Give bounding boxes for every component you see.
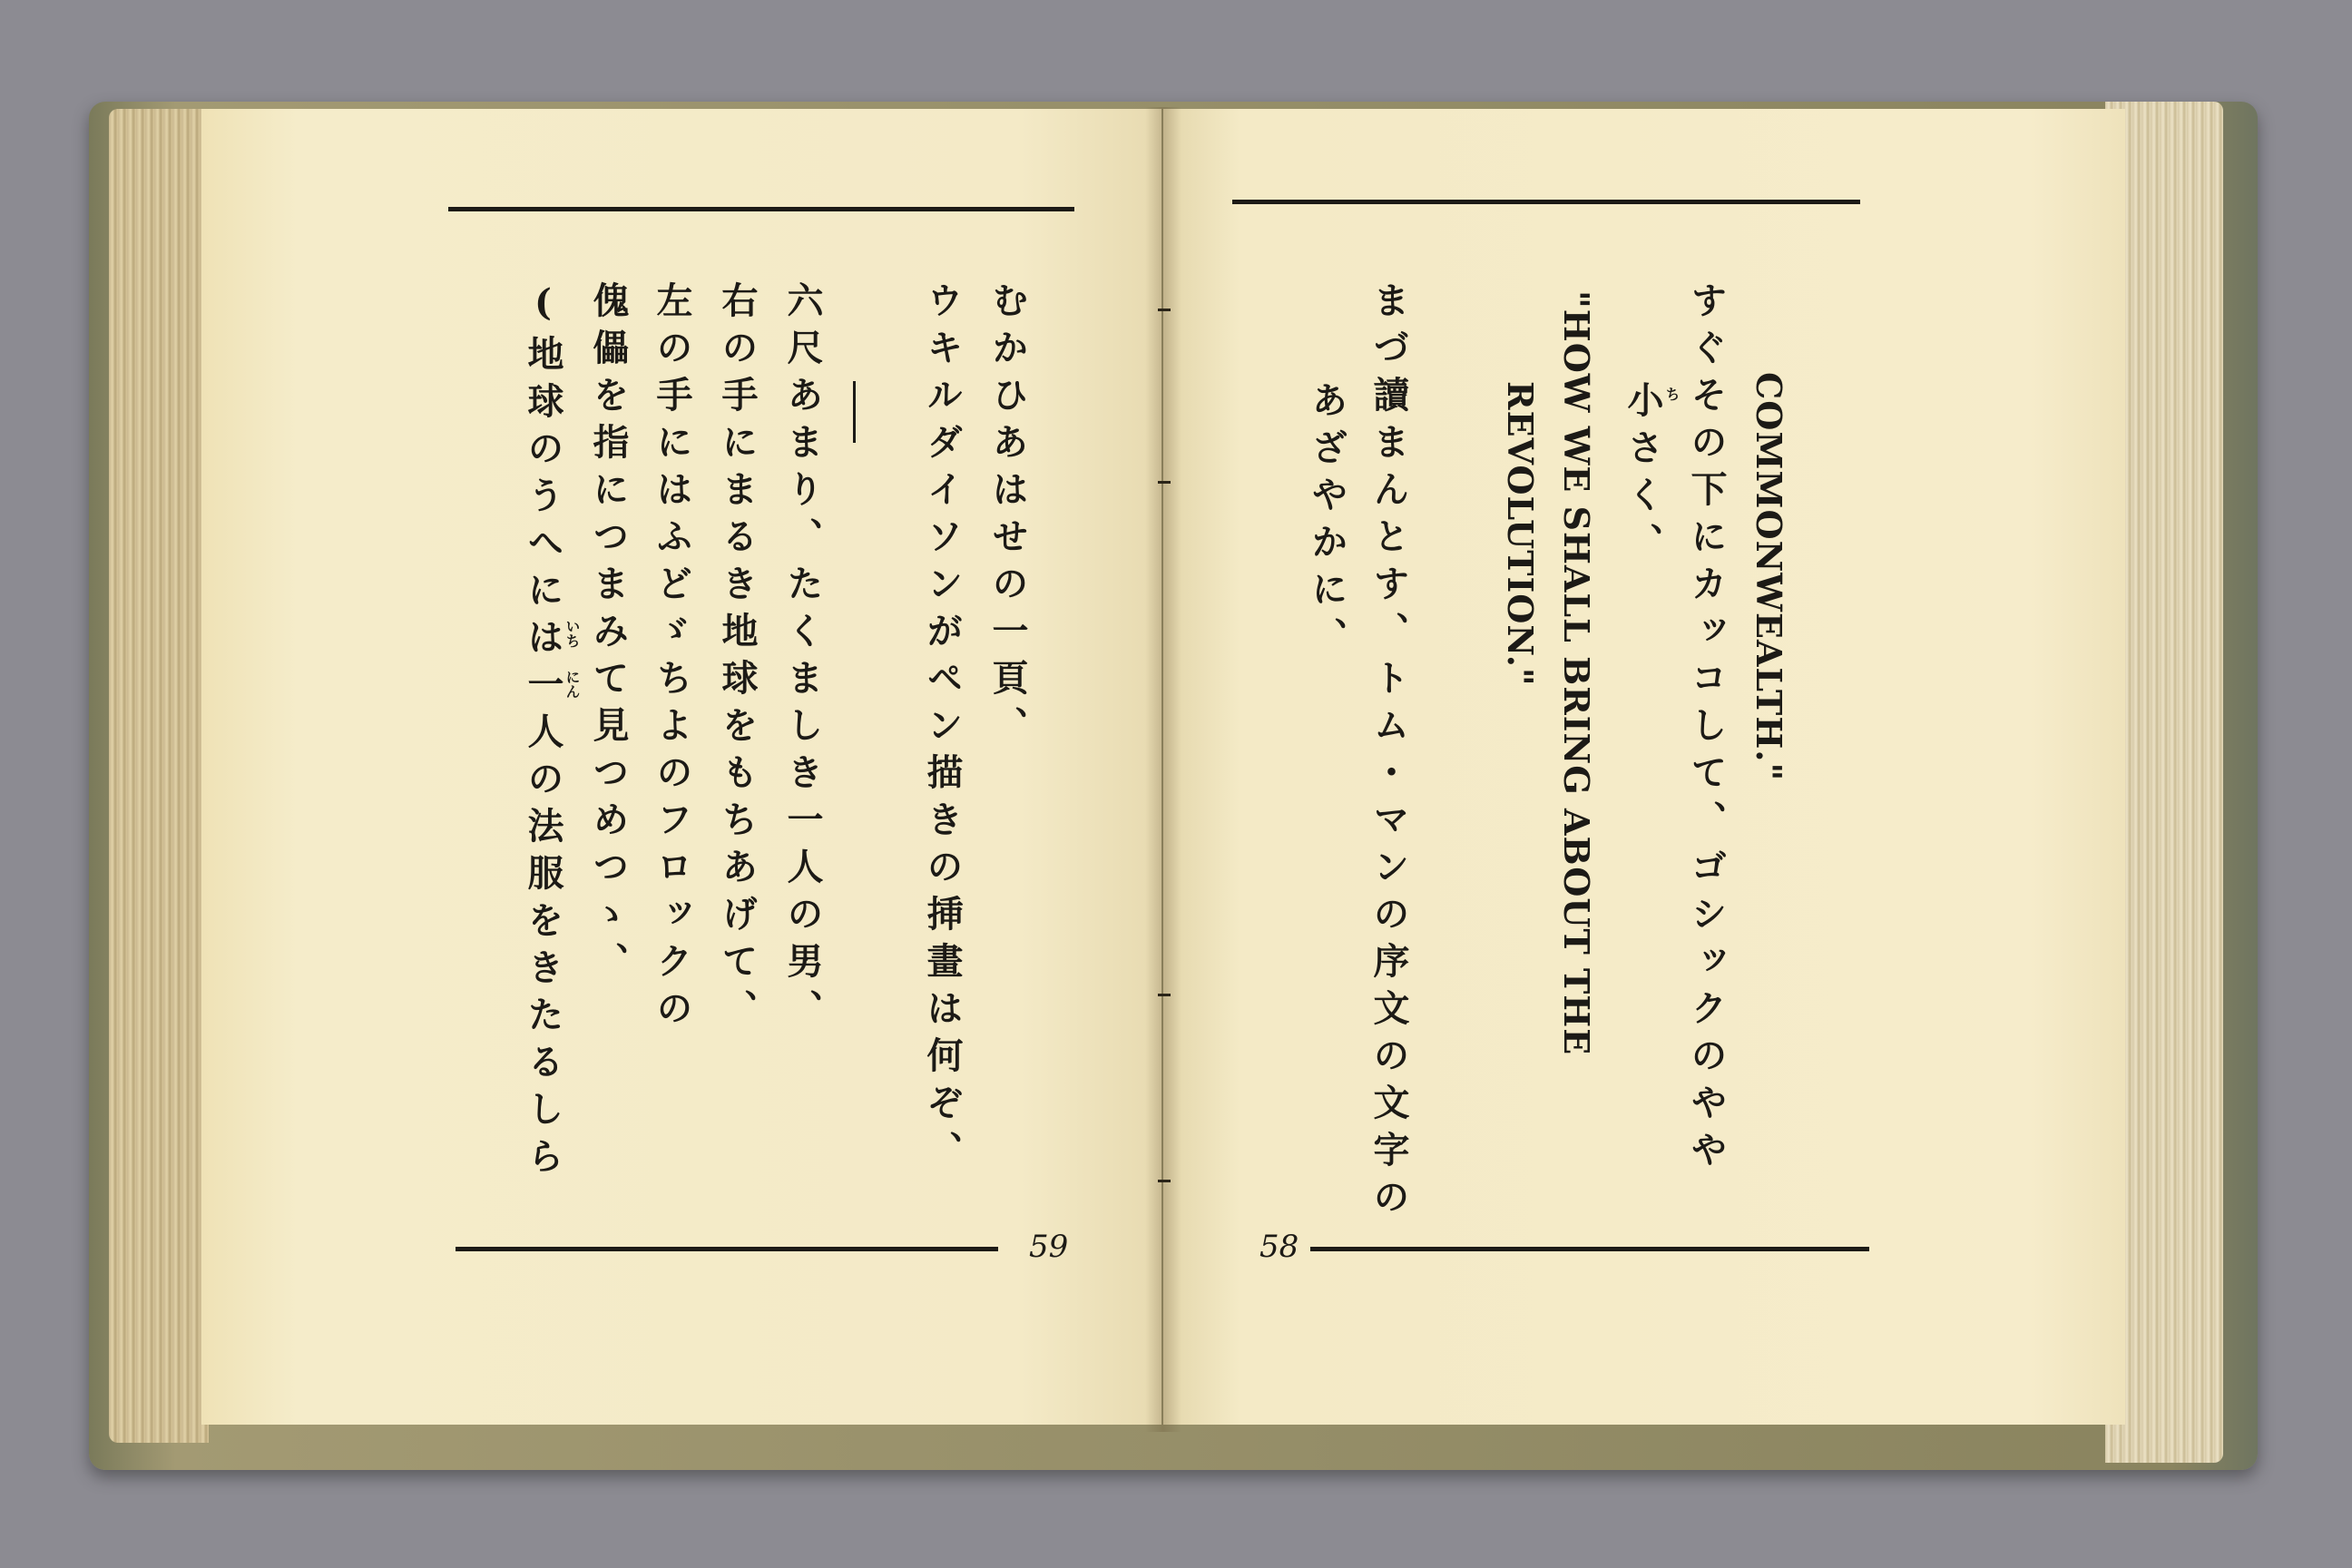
left-line-1: むかひあはせの一頁、 [986, 281, 1029, 753]
left-line-2: ウキルダイソンがペン描きの挿畫は何ぞ、 [921, 281, 964, 1178]
left-line-6: 傀儡を指につまみて見つめつゝ、 [587, 281, 630, 989]
left-line-3: 六尺あまり、たくましき一人の男、 [781, 281, 824, 1036]
binding-stitch [1158, 309, 1171, 311]
right-line-3: 小さく、 [1622, 381, 1664, 570]
right-line-2: すぐその下にカッコして、ゴシックのやや [1685, 281, 1728, 1178]
gutter-shadow [1145, 107, 1181, 1432]
left-line-4: 右の手にまるき地球をもちあげて、 [716, 281, 759, 1036]
left-ruby-2: にん [564, 670, 581, 699]
left-page-edges [109, 109, 209, 1443]
left-page-bottom-rule [456, 1247, 998, 1251]
left-ruby-1: いち [564, 619, 581, 648]
left-line-7: (地球のうへには一人の法服をきたるしら [522, 281, 564, 1184]
right-page-folio: 58 [1259, 1229, 1299, 1265]
right-line-6: まづ讀まんとす、トム・マンの序文の文字の [1367, 281, 1410, 1225]
right-line-7: あざやかに、 [1306, 381, 1348, 664]
left-page-top-rule [448, 207, 1074, 211]
right-ruby-1: ち [1663, 387, 1681, 401]
left-line-2-separator [853, 381, 856, 443]
right-line-1: COMMONWEALTH." [1749, 372, 1789, 782]
right-page [1163, 109, 2125, 1425]
binding-stitch [1158, 994, 1171, 996]
right-page-top-rule [1232, 200, 1860, 204]
binding-stitch [1158, 1180, 1171, 1182]
left-page-folio: 59 [1029, 1229, 1069, 1265]
right-line-4: "HOW WE SHALL BRING ABOUT THE [1556, 290, 1597, 1056]
binding-stitch [1158, 481, 1171, 484]
left-line-5: 左の手にはふどゞちよのフロックの [651, 281, 693, 1036]
right-page-bottom-rule [1310, 1247, 1869, 1251]
right-line-5: REVOLUTION." [1500, 381, 1541, 687]
left-page [201, 109, 1161, 1425]
